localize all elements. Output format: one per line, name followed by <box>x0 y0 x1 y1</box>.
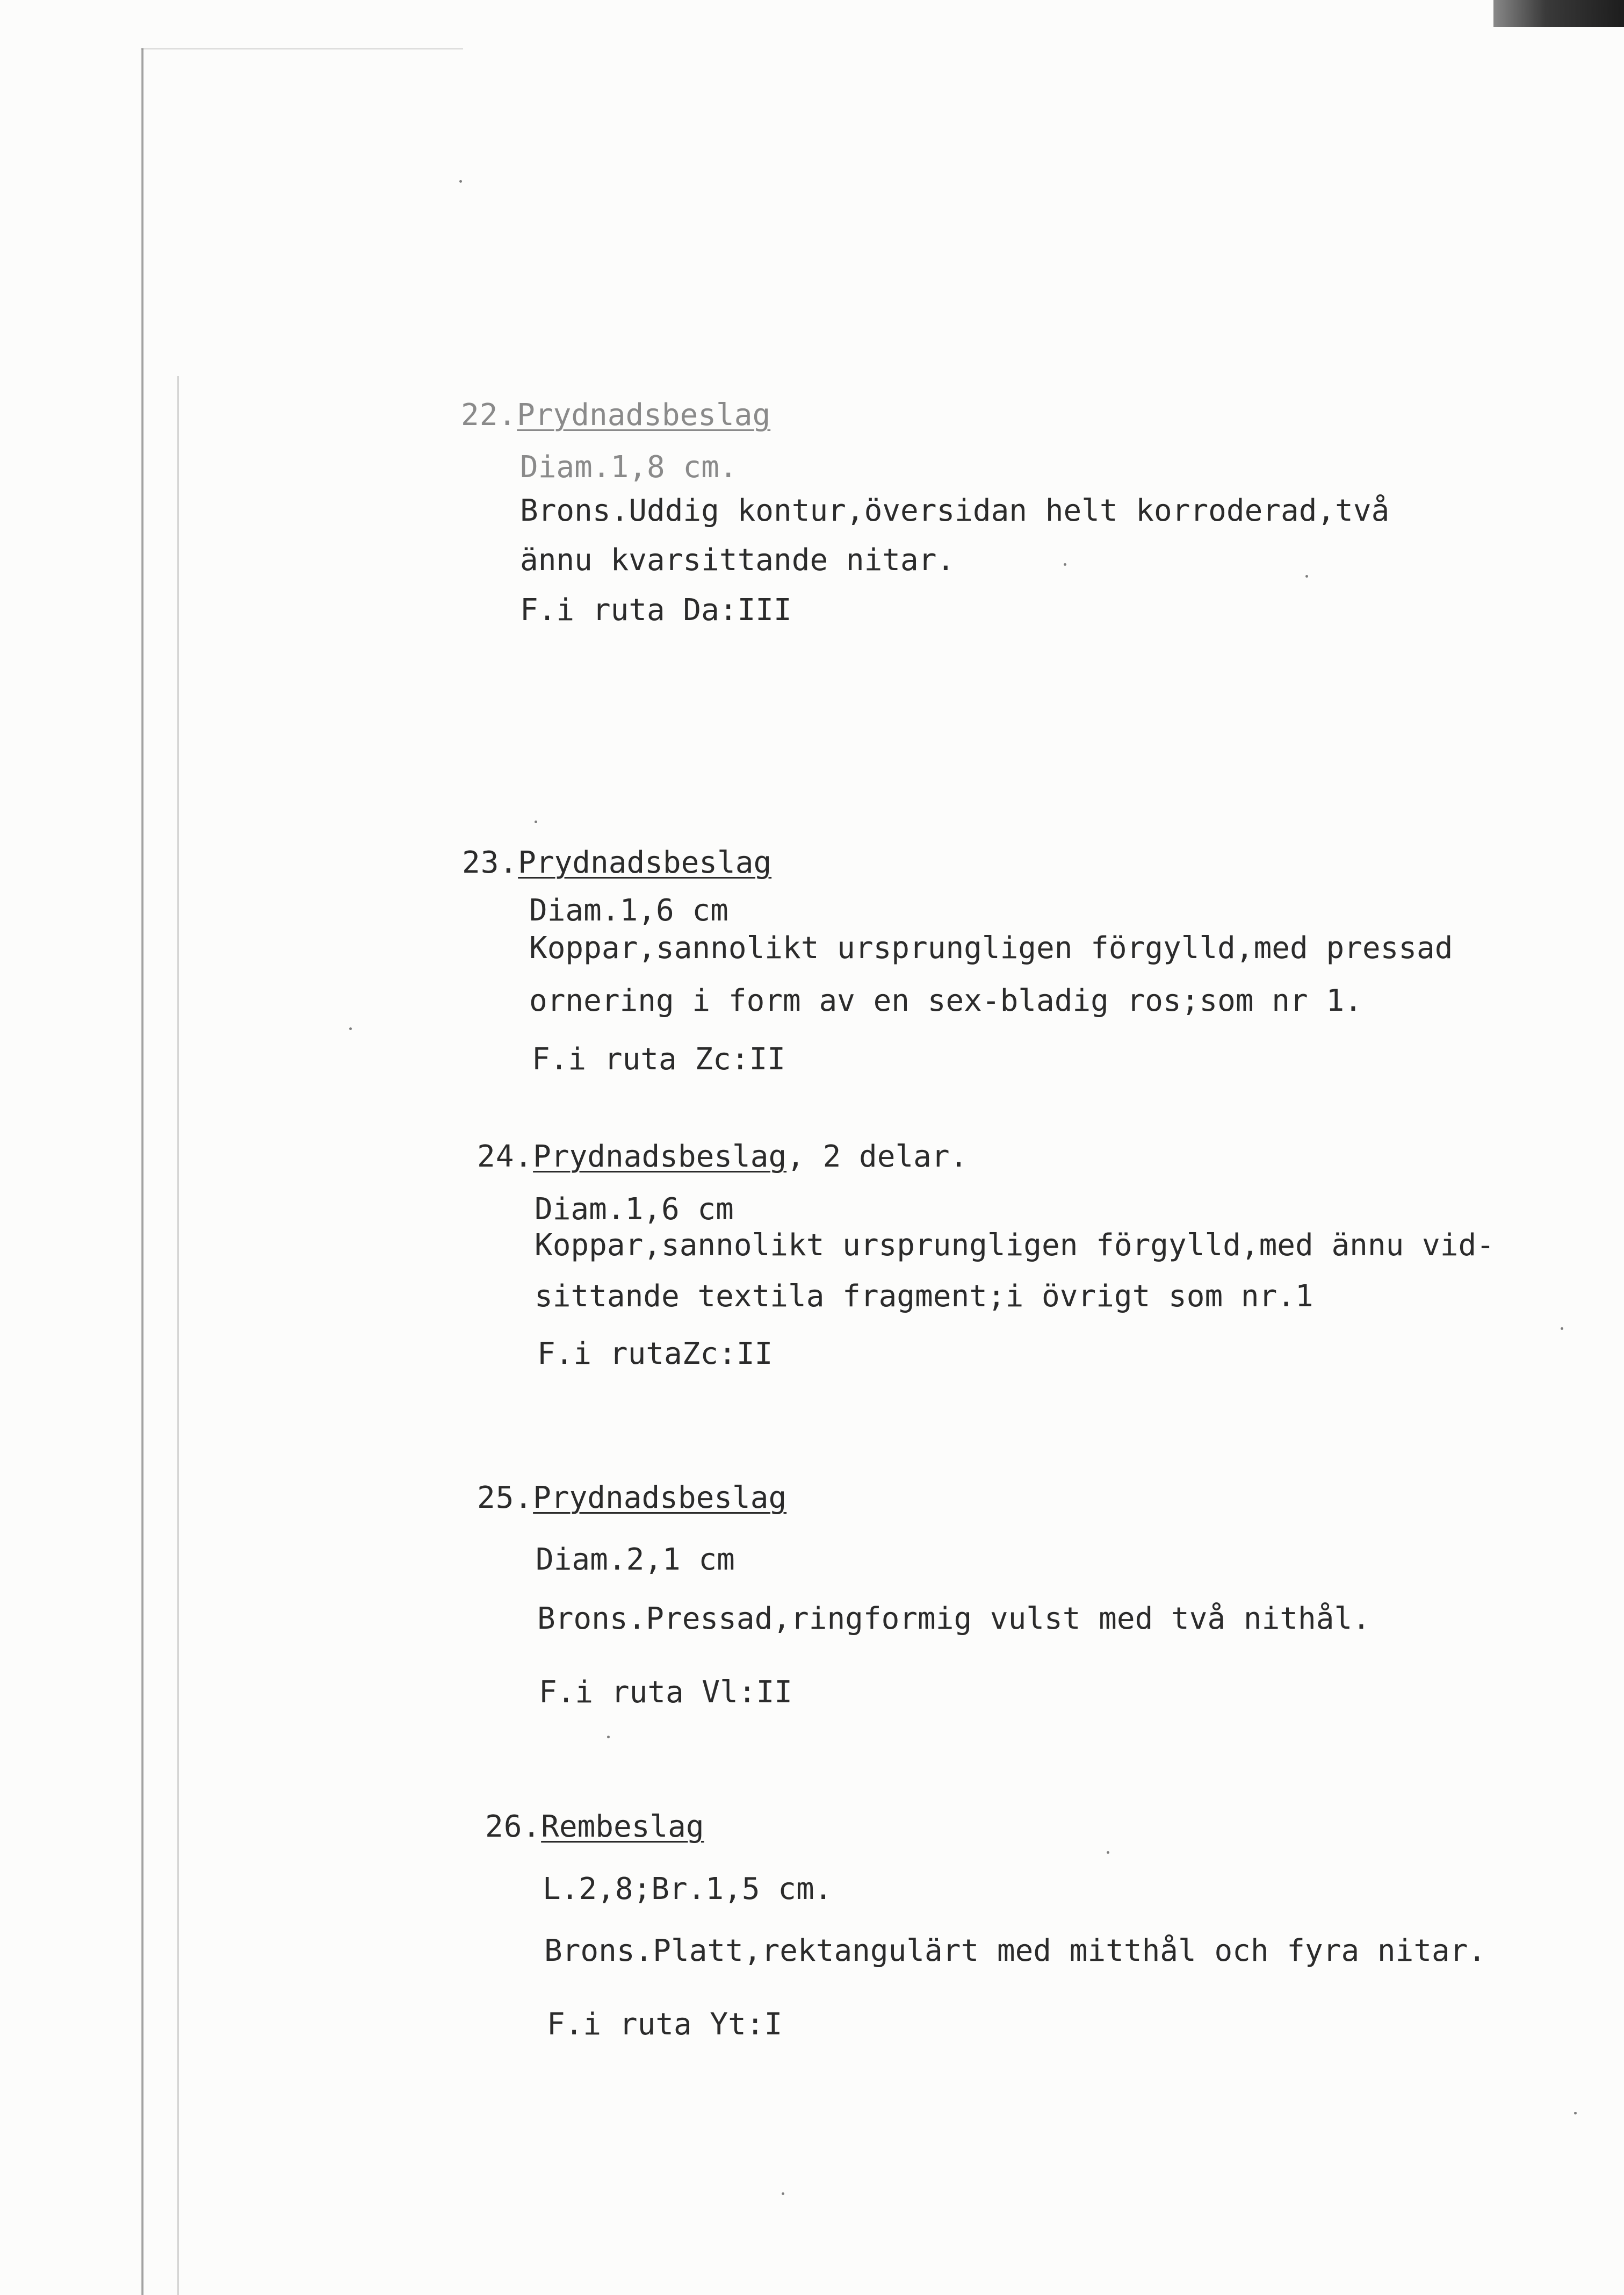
scan-speck <box>1107 1851 1109 1854</box>
entry-title: Prydnadsbeslag <box>533 1139 787 1174</box>
scan-corner-mark <box>1493 0 1624 27</box>
entry-description-line: Brons.Platt,rektangulärt med mitthål och fyra nitar. <box>544 1933 1486 1968</box>
entry-description-line: Brons.Pressad,ringformig vulst med två nithål. <box>537 1601 1370 1636</box>
entry-number: 26. <box>485 1809 542 1844</box>
entry-number: 23. <box>462 845 518 880</box>
scan-speck <box>782 2192 784 2195</box>
entry-number: 22. <box>461 398 517 433</box>
entry-title: Rembeslag <box>541 1809 704 1844</box>
scan-speck <box>349 1027 352 1030</box>
entry-title: Prydnadsbeslag <box>518 845 772 880</box>
entry-heading <box>461 398 771 433</box>
entry-description-line: Brons.Uddig kontur,översidan helt korroderad,två <box>520 493 1390 528</box>
scan-speck <box>459 180 462 183</box>
entry-heading <box>462 845 772 880</box>
binding-edge <box>141 48 144 2295</box>
entry-dimensions: Diam.1,6 cm <box>529 893 728 928</box>
binding-shadow <box>177 376 179 2295</box>
scan-speck <box>607 1736 610 1738</box>
entry-find-location: F.i ruta Da:III <box>520 593 792 628</box>
entry-find-location: F.i rutaZc:II <box>537 1336 773 1371</box>
entry-heading <box>477 1139 968 1174</box>
entry-title: Prydnadsbeslag <box>517 398 771 433</box>
scan-speck <box>1064 563 1066 566</box>
scan-speck <box>1574 2112 1577 2114</box>
entry-heading <box>485 1809 704 1844</box>
entry-title: Prydnadsbeslag <box>533 1480 787 1515</box>
entry-description-line: sittande textila fragment;i övrigt som nr.1 <box>535 1279 1313 1314</box>
entry-title-suffix: , 2 delar. <box>786 1139 968 1174</box>
entry-number: 24. <box>477 1139 533 1174</box>
entry-heading <box>477 1480 787 1515</box>
scan-speck <box>1305 575 1308 578</box>
page-top-edge <box>141 48 463 49</box>
entry-description-line: ornering i form av en sex-bladig ros;som nr 1. <box>529 983 1362 1018</box>
entry-dimensions: L.2,8;Br.1,5 cm. <box>543 1872 833 1906</box>
entry-find-location: F.i ruta Yt:I <box>547 2007 783 2042</box>
entry-find-location: F.i ruta Zc:II <box>532 1042 786 1077</box>
entry-description-line: ännu kvarsittande nitar. <box>520 543 955 578</box>
entry-dimensions: Diam.2,1 cm <box>536 1542 735 1577</box>
entry-find-location: F.i ruta Vl:II <box>539 1675 793 1710</box>
entry-dimensions: Diam.1,8 cm. <box>520 450 738 485</box>
entry-dimensions: Diam.1,6 cm <box>535 1192 734 1227</box>
entry-description-line: Koppar,sannolikt ursprungligen förgylld,med pressad <box>529 931 1453 966</box>
scan-speck <box>1561 1327 1563 1330</box>
entry-description-line: Koppar,sannolikt ursprungligen förgylld,med ännu vid- <box>535 1228 1495 1263</box>
entry-number: 25. <box>477 1480 533 1515</box>
scan-speck <box>535 821 537 823</box>
